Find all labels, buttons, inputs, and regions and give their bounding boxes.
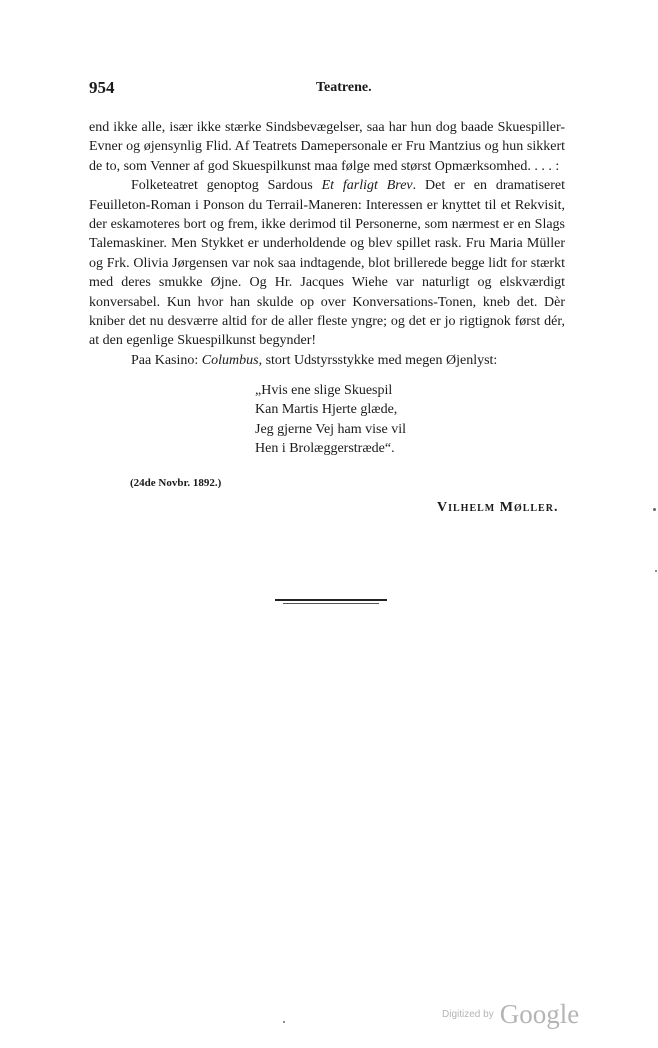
play-title: Et farligt Brev — [321, 178, 413, 194]
paragraph-1 — [89, 118, 565, 176]
dateline: (24de Novbr. 1892.) — [130, 477, 222, 489]
text-segment: . Det er en dramatiseret Feuilleton-Roman i Ponson du Terrail-Maneren: Interessen er knyttet til et Rekvisit, der eskamoteres bort og frem, ikke derimod til Personerne, som nærmest er en Slags Talemaskiner. Men Stykket er underholdende og blev spillet rask. Fru Maria Müller og Frk. Olivia Jørgensen var nok saa indtagende, blot brillerede begge lidt for stærkt med deres smukke Øjne. Og Hr. Jacques Wiehe var naturligt og elskværdigt konversabel. Kun hvor han skulde op over Konversations-Tonen, kneb det. Dèr kniber det nu desværre altid for de aller fleste yngre; og det er jo rigtignok først dér, at den egenlige Skuespilkunst begynder! — [89, 178, 566, 349]
text-segment: , stort Udstyrsstykke med megen Øjenlyst: — [258, 352, 498, 368]
verse-line: Kan Martis Hjerte glæde, — [255, 402, 398, 418]
body-text — [89, 118, 565, 370]
speck — [655, 570, 657, 572]
text-segment: end ikke alle, især ikke stærke Sindsbevægelser, saa har hun dog baade Skuespiller-Evner og øjensynlig Flid. Af Teatrets Damepersonale er Fru Mantzius og hun sikkert de to, som Venner af god Skuespilkunst maa følge med størst Opmærksomhed. . . . : — [89, 120, 565, 174]
text-segment: Paa Kasino: — [131, 352, 202, 368]
speck — [283, 1021, 285, 1023]
paragraph-2 — [89, 176, 565, 351]
digitized-label: Digitized by — [442, 1009, 494, 1020]
speck — [653, 508, 656, 511]
verse-line: Hen i Brolæggerstræde“. — [255, 441, 395, 457]
divider-line — [275, 599, 387, 601]
running-head: Teatrene. — [316, 80, 372, 95]
page-number: 954 — [89, 78, 115, 97]
verse-quote — [255, 381, 406, 459]
verse-line: Jeg gjerne Vej ham vise vil — [255, 421, 406, 437]
divider-line — [283, 603, 379, 604]
section-divider — [275, 599, 387, 604]
paragraph-3 — [89, 351, 565, 370]
verse-line: „Hvis ene slige Skuespil — [255, 383, 393, 398]
digitized-footer — [442, 999, 579, 1030]
play-title: Columbus — [201, 352, 259, 368]
google-logo: Google — [499, 999, 580, 1029]
text-segment: Folketeatret genoptog Sardous — [131, 178, 322, 194]
signature: Vilhelm Møller. — [437, 500, 559, 515]
